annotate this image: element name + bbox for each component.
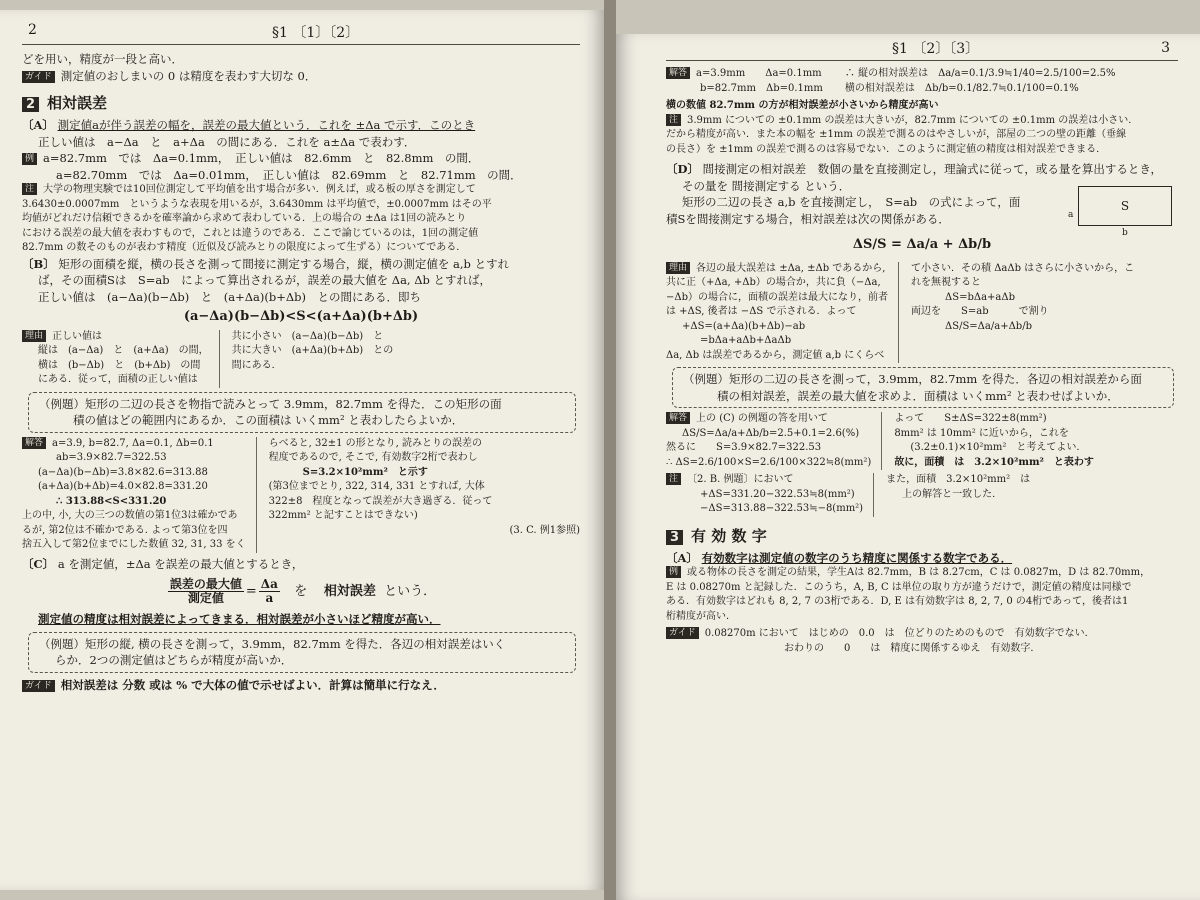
reason-line: =bΔa+aΔb+ΔaΔb (700, 335, 792, 346)
answer-line: 故に，面積 は 3.2×10²mm² と表わす (894, 456, 1094, 468)
text-line: どを用い，精度が一段と高い． (22, 52, 183, 66)
section-number: 2 (22, 97, 39, 112)
relative-error-sum-formula: ΔS/S = Δa/a + Δb/b (852, 237, 992, 252)
note-line: 均値がどれだけ信頼できるかを確率論から求めて表わしている．上の場合の ±Δa は1回の読みとり (22, 213, 467, 224)
answer-line: るが, 第2位は不確かである. よって第3位を四 (22, 524, 228, 536)
text-line: 間接測定の相対誤差 数個の量を直接測定し，理論式に従って，或る量を算出するとき， (702, 162, 1162, 176)
note-line: だから精度が高い．また本の幅を ±1mm の誤差で測るのはやさしいが，部屋の二つの壁の距離（垂線 (666, 129, 1127, 140)
guide-line: 0.08270m において はじめの 0.0 は 位どりのためのもので 有効数字でない． (704, 628, 1095, 639)
text-line: 矩形の面積を縦，横の長さを測って間接に測定する場合，縦，横の測定値を a,b とすれ (58, 256, 510, 271)
section-heading: §1 〔2〕〔3〕 (892, 41, 980, 57)
answer-line: ab=3.9×82.7=322.53 (56, 452, 167, 463)
note-tag: 注 (22, 183, 37, 195)
formula-text: 相対誤差 (323, 584, 376, 599)
answer-block (666, 67, 1178, 96)
text-line: 測定値aが伴う誤差の幅を，誤差の最大値という．これを ±Δa で示す．このとき (57, 118, 476, 132)
reason-tag: 理由 (666, 262, 690, 274)
answer-line: S=3.2×10²mm² と示す (302, 466, 428, 478)
text-line: ば，その面積Sは S=ab によって算出されるが，誤差の最大値を Δa, Δb とすれば， (38, 273, 492, 287)
section-number: 3 (666, 530, 683, 545)
answer-line: (a+Δa)(b+Δb)=4.0×82.8=331.20 (38, 481, 208, 492)
side-label-a: a (1068, 210, 1074, 220)
note-line: 3.9mm についての ±0.1mm の誤差は大きいが，82.7mm についての ±0.1mm の誤差は小さい． (687, 114, 1139, 126)
definition-line: 有効数字は測定値の数字のうち精度に関係する数字である． (701, 550, 1013, 565)
text-line: 積Sを間接測定する場合，相対誤差は次の関係がある． (666, 211, 950, 226)
note-block (666, 473, 1178, 517)
section-heading: §1 〔1〕〔2〕 (272, 25, 360, 41)
answer-conclusion: 横の数値 82.7mm の方が相対誤差が小さいから精度が高い (666, 100, 939, 111)
answer-line: 322±8 程度となって誤差が大き過ぎる．従って (268, 495, 493, 507)
note-line: の長さ）を ±1mm の誤差で測るのは容易でない．このように測定値の精度は相対誤差できまる． (666, 143, 1107, 155)
subsection-label: 〔D〕 (666, 162, 699, 176)
text-line: 正しい値は a−Δa と a+Δa の間にある．これを a±Δa で表わす． (38, 134, 416, 149)
answer-line: ∴ ΔS=2.6/100×S=2.6/100×322≒8(mm²) (666, 456, 872, 468)
answer-line: a=3.9, b=82.7, Δa=0.1, Δb=0.1 (52, 437, 214, 449)
section-2-heading (22, 92, 580, 113)
answer-line: b=82.7mm Δb=0.1mm (700, 82, 823, 94)
reason-line: は +ΔS, 後者は −ΔS で示される．よって (666, 306, 857, 317)
example-line: 或る物体の長さを測定の結果，学生Aは 82.7mm，B は 8.27cm，C は 0.0827m，D は 82.70mm， (687, 567, 1151, 578)
problem-line: 積の相対誤差，誤差の最大値を求めよ．面積は いくmm² と表わせばよいか． (717, 388, 1119, 403)
page-number: 3 (1161, 40, 1170, 56)
example-line: E は 0.08270m と記録した．このうち，A, B, C は単位の取り方が違うだけで，測定値の精度は同様で (666, 581, 1132, 593)
answer-line: ∴ 313.88<S<331.20 (56, 495, 167, 507)
answer-line: 322mm² と記すことはできない) (268, 510, 418, 521)
answer-tag: 解答 (666, 67, 690, 79)
text-line: 矩形の二辺の長さ a,b を直接測定し， S=ab の式によって，面 (682, 195, 1021, 209)
reason-line: 横は (b−Δb) と (b+Δb) の間 (38, 359, 201, 371)
answer-line: a=3.9mm Δa=0.1mm (696, 68, 822, 79)
guide-text: 相対誤差は 分数 或は % で大体の値で示せばよい．計算は簡単に行なえ． (60, 677, 445, 692)
reference-line: (3. C. 例1参照) (509, 524, 580, 536)
reason-line: +ΔS=(a+Δa)(b+Δb)−ab (682, 320, 806, 332)
reason-block (22, 330, 580, 388)
subsection-label: 〔A〕 (666, 550, 698, 565)
reason-line: ΔS/S=Δa/a+Δb/b (945, 320, 1032, 332)
reason-line: ΔS=bΔa+aΔb (945, 291, 1016, 303)
right-page (616, 34, 1200, 900)
text-line: その量を 間接測定する という． (682, 178, 851, 193)
reason-line: 両辺を S=ab で割り (911, 306, 1049, 317)
answer-line: 捨五入して第2位までにした数値 32, 31, 33 をく (22, 539, 246, 550)
note-line: 3.6430±0.0007mm というような表現を用いるが，3.6430mm は平均値で，±0.0007mm はその平 (22, 198, 492, 210)
text-line: a を測定値，±Δa を誤差の最大値とするとき， (57, 556, 304, 571)
reason-tag: 理由 (22, 330, 46, 342)
note-line: 大学の物理実験では10回位測定して平均値を出す場合が多い．例えば，或る板の厚さを測定して (43, 184, 476, 195)
note-line: 〔2. B. 例題〕において (687, 474, 794, 485)
subsection-label: 〔A〕 (22, 118, 54, 132)
emphasis-line: 測定値の精度は相対誤差によってきまる．相対誤差が小さいほど精度が高い． (38, 612, 441, 626)
example-line: a=82.7mm では Δa=0.1mm， 正しい値は 82.6mm と 82.8mm の間． (43, 151, 480, 165)
reason-line: 共に小さい (a−Δa)(b−Δb) と (231, 330, 384, 342)
answer-line: 上の (C) の例題の答を用いて (696, 413, 828, 424)
frac-denominator: a (265, 591, 274, 605)
answer-line: 8mm² は 10mm² に近いから，これを (894, 427, 1069, 439)
right-running-head (666, 34, 1178, 61)
book-gutter (604, 0, 616, 900)
note-line: における誤差の最大値を表わすもので，これとは違うのである．ここで論じているのは，1回の測定値 (22, 227, 479, 239)
problem-line: （例題）矩形の縦, 横の長さを測って，3.9mm，82.7mm を得た．各辺の相対誤差はいく (39, 636, 506, 651)
guide-line: おわりの 0 は 精度に関係するゆえ 有効数字． (784, 642, 1041, 654)
answer-line: (第3位までとり, 322, 314, 331 とすれば, 大体 (268, 481, 485, 492)
guide-tag: ガイド (22, 71, 55, 83)
section-3-heading (666, 525, 1178, 546)
answer-line: 程度であるので, そこで, 有効数字2桁で表わし (268, 452, 478, 463)
text-line: 正しい値は (a−Δa)(b−Δb) と (a+Δa)(b+Δb) との間にある．即ち (38, 289, 422, 304)
left-running-head (22, 10, 580, 45)
reason-line: にある．従って，面積の正しい値は (38, 374, 198, 385)
note-line: また，面積 3.2×10²mm² は (886, 474, 1031, 485)
reason-line: れを無視すると (911, 277, 982, 288)
rectangle-section (666, 194, 1178, 238)
note-line: +ΔS=331.20−322.53≒8(mm²) (700, 488, 855, 500)
reason-block (666, 262, 1178, 364)
left-page (0, 10, 604, 890)
reason-line: 正しい値は (52, 330, 103, 342)
answer-tag: 解答 (666, 412, 690, 424)
example-problem-box (28, 392, 576, 433)
example-tag: 例 (666, 566, 681, 578)
rectangle-label: S (1120, 199, 1130, 213)
note-tag: 注 (666, 473, 681, 485)
side-label-b: b (1122, 228, 1128, 238)
answer-line: よって S±ΔS=322±8(mm²) (894, 413, 1047, 424)
answer-tag: 解答 (22, 437, 46, 449)
section-title: 相対誤差 (47, 94, 108, 112)
reason-line: て小さい．その積 ΔaΔb はさらに小さいから，こ (911, 262, 1135, 274)
answer-line: らべると, 32±1 の形となり, 読みとりの誤差の (268, 437, 482, 449)
frac-numerator: 誤差の最大値 (169, 577, 242, 591)
reason-line: 間にある． (231, 359, 282, 371)
frac-denominator: 測定値 (187, 591, 224, 605)
answer-line: ∴ 縦の相対誤差は Δa/a=0.1/3.9≒1/40=2.5/100=2.5% (844, 68, 1116, 79)
answer-line: 然るに S=3.9×82.7=322.53 (666, 442, 822, 453)
example-problem-box (672, 367, 1174, 408)
example-line: ある．有効数字はどれも 8, 2, 7 の3桁である．D, E は有効数字は 8, 2, 7, 0 の4桁であって，後者は1 (666, 596, 1129, 607)
answer-line: (3.2±0.1)×10²mm² と考えてよい． (910, 442, 1087, 453)
problem-line: （例題）矩形の二辺の長さを測って，3.9mm，82.7mm を得た．各辺の相対誤差から面 (683, 372, 1142, 386)
guide-tag: ガイド (666, 627, 699, 639)
problem-line: らか．2つの測定値はどちらが精度が高いか． (55, 653, 293, 667)
note-tag: 注 (666, 114, 681, 126)
reason-line: 縦は (a−Δa) と (a+Δa) の間， (38, 345, 209, 356)
formula-text: という． (384, 584, 437, 599)
problem-line: 積の値はどの範囲内にあるか．この面積は いくmm² と表わしたらよいか． (73, 413, 464, 427)
answer-line: (a−Δa)(b−Δb)=3.8×82.6=313.88 (38, 466, 208, 478)
relative-error-formula: $\frac{\text{誤差の最大値}}{\text{測定値}}$ = $\frac{\Delta a}{a}$ を 相対誤差 という． (169, 577, 437, 605)
reason-line: 各辺の最大誤差は ±Δa, ±Δb であるから, (696, 262, 886, 274)
reason-line: 共に正（+Δa, +Δb）の場合か，共に負（−Δa, (666, 277, 881, 288)
answer-line: 上の中, 小, 大の三つの数値の第1位3は確かであ (22, 510, 238, 521)
page-number: 2 (28, 22, 37, 38)
formula-text: を (294, 584, 308, 599)
guide-tag: ガイド (22, 680, 55, 692)
problem-line: （例題）矩形の二辺の長さを物指で読みとって 3.9mm，82.7mm を得た．この矩形の面 (39, 396, 502, 411)
answer-line: 横の相対誤差は Δb/b=0.1/82.7≒0.1/100=0.1% (844, 82, 1079, 94)
example-tag: 例 (22, 153, 37, 165)
rectangle-diagram (1078, 186, 1172, 226)
reason-line: −Δb）の場合に，面積の誤差は最大になり，前者 (666, 291, 889, 303)
example-problem-box (28, 632, 576, 673)
reason-line: Δa, Δb は誤差であるから，測定値 a,b にくらべ (666, 349, 885, 361)
subsection-label: 〔C〕 (22, 556, 55, 571)
note-line: 82.7mm の数そのものが表わす精度（近似及び読みとりの限度によって生ずる）についてである． (22, 242, 467, 253)
answer-block (666, 412, 1178, 470)
example-line: a=82.70mm では Δa=0.01mm， 正しい値は 82.69mm と 82.71mm の間． (56, 167, 522, 182)
reason-line: 共に大きい (a+Δa)(b+Δb) との (231, 345, 394, 356)
frac-numerator: Δa (260, 577, 278, 591)
answer-block (22, 437, 580, 553)
section-title: 有 効 数 字 (691, 526, 767, 545)
note-line: 上の解答と一致した． (902, 488, 1003, 500)
guide-text: 測定値のおしまいの 0 は精度を表わす大切な 0． (60, 68, 317, 83)
answer-line: ΔS/S=Δa/a+Δb/b=2.5+0.1=2.6(%) (682, 427, 860, 439)
subsection-label: 〔B〕 (22, 256, 55, 271)
note-line: −ΔS=313.88−322.53≒−8(mm²) (700, 503, 864, 514)
inequality-formula: (a−Δa)(b−Δb)<S<(a+Δa)(b+Δb) (183, 309, 419, 324)
example-line: 桁精度が高い． (666, 610, 736, 622)
